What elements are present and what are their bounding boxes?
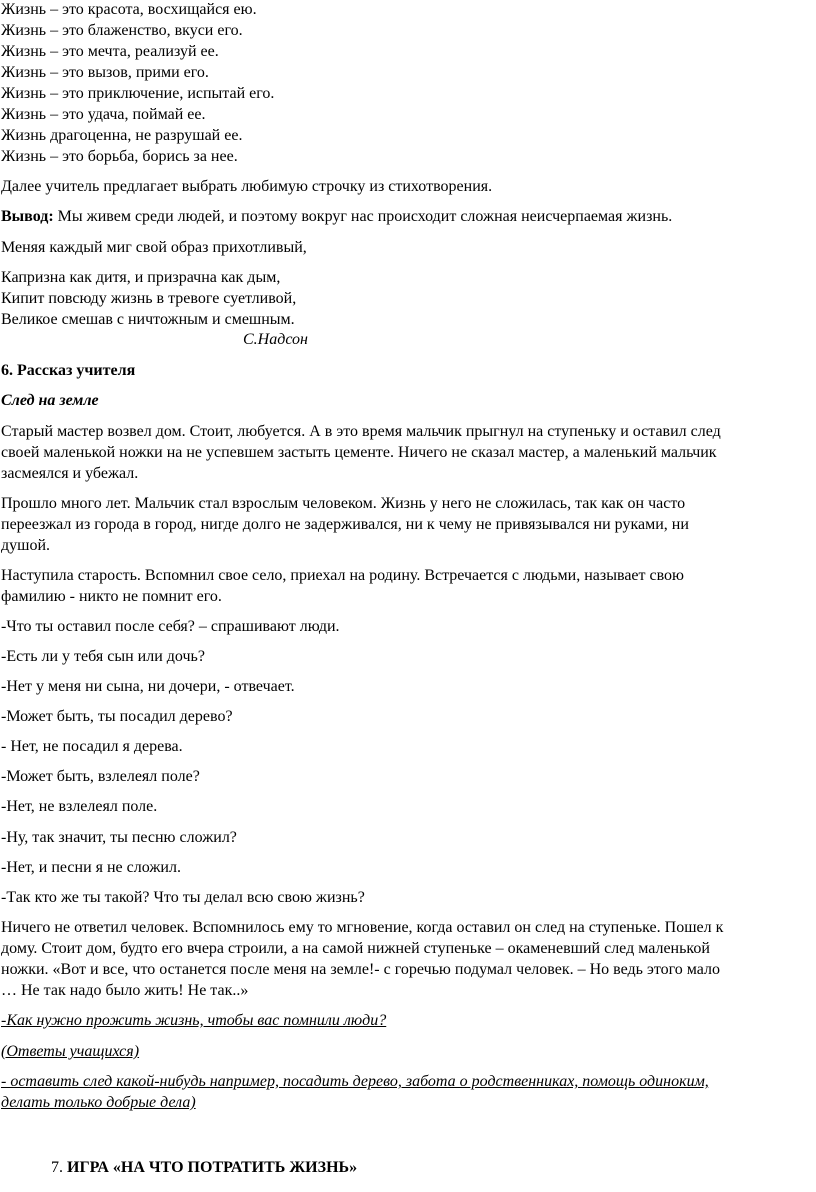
paragraph-line: Наступила старость. Вспомнил свое село, приехал на родину. Встречается с людьми, называет свою [1,567,685,584]
dialogue-line: -Может быть, ты посадил дерево? [1,708,233,725]
poem-line: Жизнь драгоценна, не разрушай ее. [1,127,243,144]
dialogue-line: -Нет, и песни я не сложил. [1,859,181,876]
dialogue-line: -Что ты оставил после себя? – спрашивают люди. [1,618,340,635]
dialogue-line: -Может быть, взлелеял поле? [1,768,200,785]
paragraph-line: … Не так надо было жить! Не так..» [1,982,249,999]
nadson-line: Великое смешав с ничтожным и смешным. [1,311,295,328]
dialogue-line: - Нет, не посадил я дерева. [1,738,183,755]
answer-line: делать только добрые дела) [1,1094,196,1111]
poem-line: Жизнь – это приключение, испытай его. [1,85,275,102]
dialogue-line: -Так кто же ты такой? Что ты делал всю свою жизнь? [1,889,365,906]
section-7-title: ИГРА «НА ЧТО ПОТРАТИТЬ ЖИЗНЬ» [67,1159,358,1176]
poem-line: Жизнь – это вызов, прими его. [1,64,209,81]
student-answers-label: (Ответы учащихся) [1,1043,140,1060]
paragraph-line: переезжал из города в город, нигде долго не задерживался, ни к чему не привязывался ни руками, ни [1,516,689,533]
poem-line: Жизнь – это удача, поймай ее. [1,106,206,123]
nadson-line: Кипит повсюду жизнь в тревоге суетливой, [1,290,297,307]
nadson-first-line: Меняя каждый миг свой образ прихотливый, [1,239,307,256]
paragraph-line: засмеялся и убежал. [1,465,139,482]
dialogue-line: -Нет у меня ни сына, ни дочери, - отвечает. [1,678,295,695]
paragraph-line: Прошло много лет. Мальчик стал взрослым человеком. Жизнь у него не сложилась, так как он часто [1,495,686,512]
paragraph-line: дому. Стоит дом, будто его вчера строили, а на самой нижней ступеньке – окаменевший след маленькой [1,940,710,957]
conclusion-text: Мы живем среди людей, и поэтому вокруг нас происходит сложная неисчерпаемая жизнь. [53,208,673,225]
section-7-number: 7. [51,1159,67,1176]
story-title: След на земле [1,392,99,409]
nadson-line: Капризна как дитя, и призрачна как дым, [1,269,281,286]
section-7-heading [51,1158,357,1178]
dialogue-line: -Ну, так значит, ты песню сложил? [1,829,237,846]
poem-line: Жизнь – это блаженство, вкуси его. [1,22,243,39]
paragraph-line: ножки. «Вот и все, что останется после меня на земле!- с горечью подумал человек. – Но ведь этого мало [1,961,721,978]
poem-line: Жизнь – это мечта, реализуй ее. [1,43,219,60]
dialogue-line: -Есть ли у тебя сын или дочь? [1,648,205,665]
paragraph-line: Ничего не ответил человек. Вспомнилось ему то мгновение, когда оставил он след на ступеньке. Пошел к [1,919,724,936]
question-line: -Как нужно прожить жизнь, чтобы вас помнили люди? [1,1012,387,1029]
dialogue-line: -Нет, не взлелеял поле. [1,798,158,815]
poem-line: Жизнь – это красота, восхищайся ею. [1,1,257,18]
answer-line: - оставить след какой-нибудь например, посадить дерево, забота о родственниках, помощь одиноким, [1,1073,709,1090]
paragraph-line: своей маленькой ножки на не успевшем застыть цементе. Ничего не сказал мастер, а маленький мальчик [1,444,717,461]
paragraph-line: Старый мастер возвел дом. Стоит, любуется. А в это время мальчик прыгнул на ступеньку и оставил след [1,423,721,440]
teacher-prompt: Далее учитель предлагает выбрать любимую строчку из стихотворения. [1,178,493,195]
paragraph-line: душой. [1,537,51,554]
section-6-heading: 6. Рассказ учителя [1,362,136,379]
poem-line: Жизнь – это борьба, борись за нее. [1,148,238,165]
conclusion-label: Вывод: [1,208,54,225]
conclusion [1,207,672,227]
nadson-author: С.Надсон [243,331,308,348]
paragraph-line: фамилию - никто не помнит его. [1,588,222,605]
